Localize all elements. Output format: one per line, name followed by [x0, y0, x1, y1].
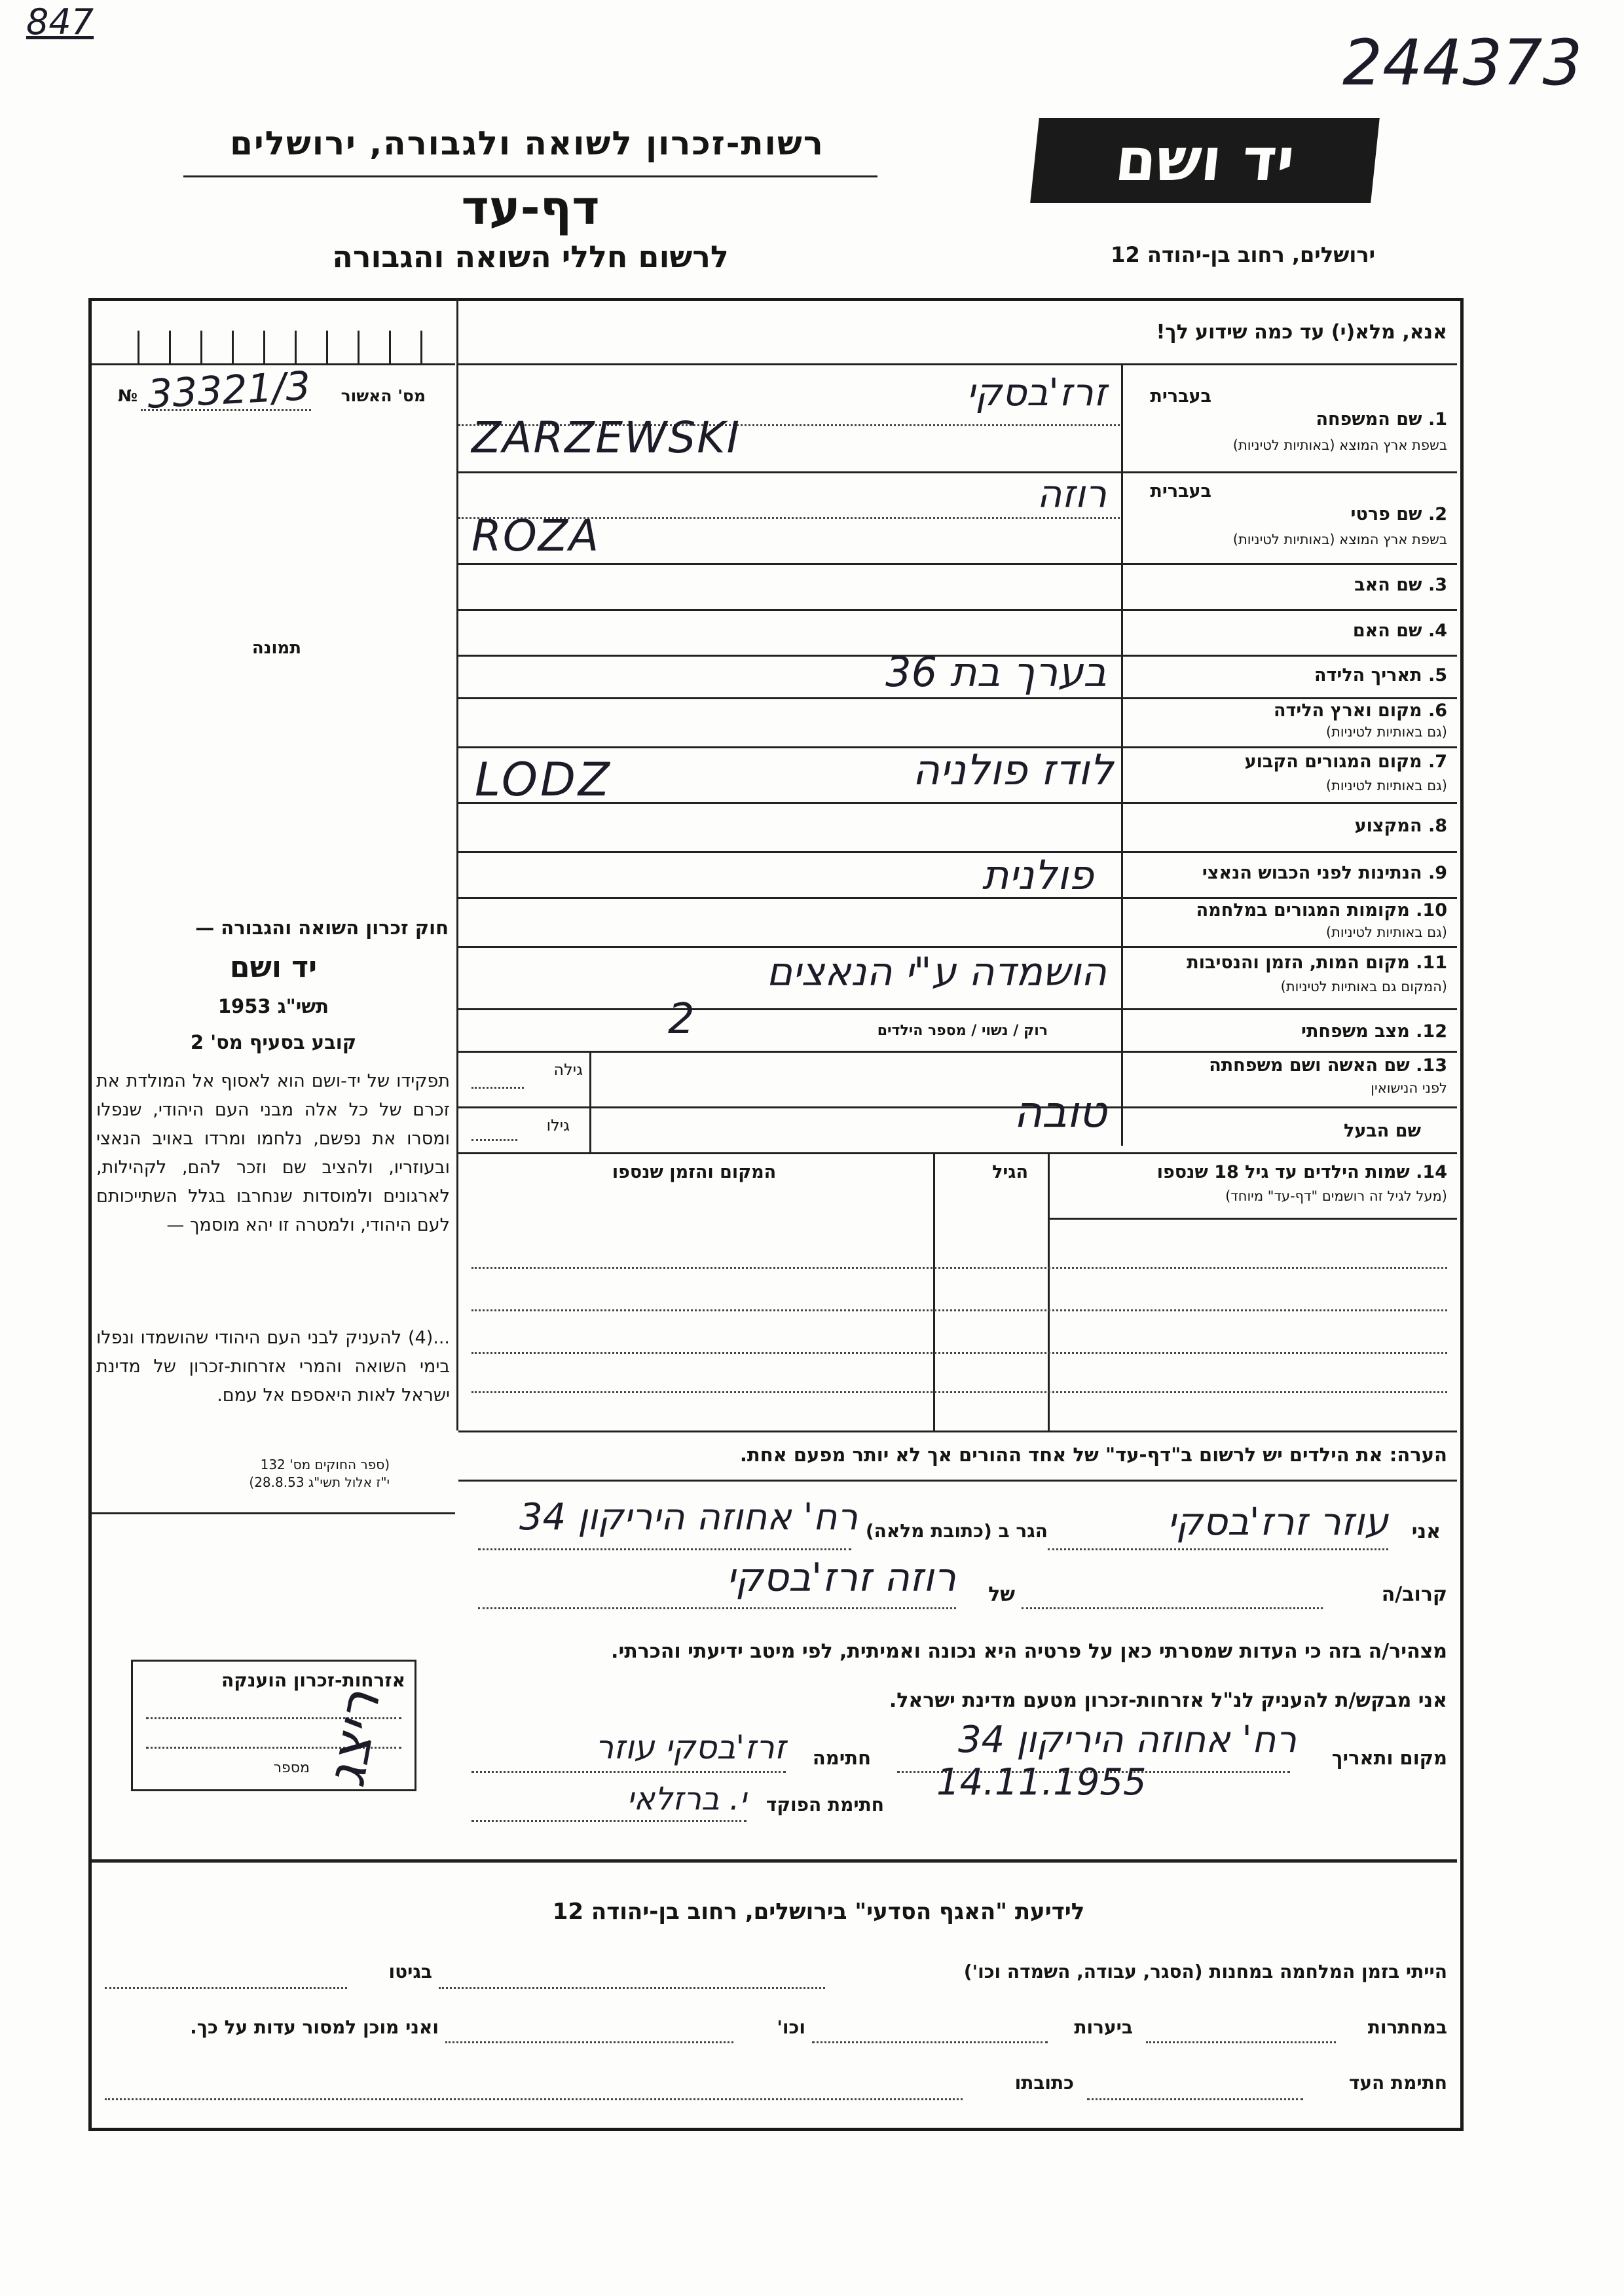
institution-underline [183, 175, 877, 177]
place-date-1: רח' אחוזה היריקון 34 [958, 1719, 1297, 1761]
law-body-2: ...(4) להעניק לבני העם היהודי שהושמדו ונפלו בימי השואה והמרי אזרחות-זכרון של מדינת ישראל לאות היאספם אל עמם. [96, 1328, 450, 1406]
hebrew-label-2: בעברית [1150, 481, 1211, 501]
place-column-header: המקום והזמן שנספו [612, 1162, 777, 1182]
wife-age-label: גילה [553, 1061, 583, 1079]
footer-ghetto: בגיטו [388, 1961, 432, 1982]
child-row-1 [471, 1267, 1447, 1269]
husband-age-label: גילו [546, 1116, 570, 1135]
footer-underground-line [1146, 2041, 1336, 2043]
citizenship: פולנית [982, 851, 1094, 899]
declarant-prefix: אני [1411, 1520, 1441, 1543]
surname-hebrew: זרז'בסקי [966, 370, 1107, 414]
row-sep-14 [458, 1152, 1457, 1154]
children-col-2 [933, 1152, 935, 1430]
field-8-label: 8. המקצוע [1354, 816, 1447, 836]
footer-line-1: הייתי בזמן המלחמה במחנות (הסגר, עבודה, השמדה וכו') [963, 1961, 1447, 1982]
law-date: י"ז אלול תשי"ג 28.8.53) [249, 1474, 390, 1490]
declarant-signature: זרז'בסקי עוזר [595, 1728, 786, 1766]
header-address: ירושלים, רחוב בן-יהודה 12 [1111, 242, 1375, 267]
firstname-hebrew: רוזה [1037, 471, 1107, 516]
footer-etc: וכו' [777, 2016, 805, 2038]
field-1-note: בשפת ארץ המוצא (באותיות לטיניות) [1232, 437, 1447, 453]
law-title: חוק זכרון השואה והגבורה — [195, 917, 449, 939]
remark-line [458, 1480, 1457, 1482]
relative-label: קרוב/ה [1381, 1583, 1447, 1606]
field-10-note: (גם באותיות לטיניות) [1325, 924, 1447, 940]
footer-forests: ביערות [1074, 2016, 1133, 2038]
field-2-note: בשפת ארץ המוצא (באותיות לטיניות) [1232, 532, 1447, 547]
receipt-number: 33321/3 [146, 363, 312, 418]
footer-title: לידיעת "האגף הסדעי" בירושלים, רחוב בן-יהודה 12 [552, 1899, 1085, 1925]
officer-label: חתימת הפוקד [766, 1794, 884, 1815]
footer-camps-line [439, 1987, 825, 1989]
signature-label: חתימה [812, 1747, 871, 1769]
receipt-label: מס' האשור [341, 386, 426, 405]
row-sep-5 [458, 697, 1457, 699]
relative-line [1022, 1607, 1323, 1609]
corner-mark: 847 [26, 1, 94, 43]
age-column-header: הגיל [992, 1162, 1028, 1182]
footer-testimony: ואני מוכן למסור עדות על כך. [190, 2016, 439, 2038]
row-sep-10 [458, 946, 1457, 948]
row-sep-11 [458, 1008, 1457, 1010]
children-header-line [1048, 1218, 1457, 1220]
footer-divider [92, 1859, 1457, 1863]
child-row-3 [471, 1352, 1447, 1354]
field-12-label: 12. מצב משפחתי [1301, 1021, 1447, 1042]
margin-signature: ריצג [314, 1686, 393, 1792]
left-column-divider [456, 298, 458, 1430]
death-place: הושמדה ע"י הנאצים [766, 949, 1107, 995]
field-1-label: 1. שם המשפחה [1316, 409, 1447, 429]
relative-name-line [478, 1607, 956, 1609]
children-bottom-line [458, 1430, 1457, 1432]
field-2-label: 2. שם פרטי [1350, 504, 1447, 524]
children-label: 14. שמות הילדים עד גיל 18 שנספו [1156, 1162, 1447, 1182]
place-date-label: מקום ותאריך [1331, 1747, 1447, 1769]
yad-vashem-logo: יד ושם [1030, 118, 1380, 203]
relative-name: רוזה זרז'בסקי [726, 1555, 956, 1601]
law-year: תשי"ג 1953 [217, 995, 329, 1017]
birth-date: בערך בת 36 [885, 648, 1107, 696]
footer-witness-line [1087, 2098, 1303, 2100]
footer-underground: במחתרות [1367, 2016, 1447, 2038]
residence-hebrew: לודז פולניה [912, 746, 1113, 795]
children-note: (מעל לגיל זה רושמים "דף-עד" מיוחד) [1225, 1188, 1447, 1204]
form-subtitle: לרשום חללי השואה והגבורה [332, 239, 729, 274]
stamp-title: אזרחות-זכרון הוענקה [221, 1669, 405, 1691]
field-6-label: 6. מקום וארץ הלידה [1273, 701, 1447, 721]
address-line [478, 1548, 851, 1550]
officer-line [471, 1820, 747, 1822]
law-source: (ספר החוקים מס' 132 [260, 1457, 390, 1472]
footer-forests-line [812, 2041, 1048, 2043]
intro-underline [458, 363, 1457, 365]
field-5-label: 5. תאריך הלידה [1314, 665, 1447, 685]
child-row-2 [471, 1309, 1447, 1311]
declarant-line [1048, 1548, 1388, 1550]
law-clause: קובע בסעיף מס' 2 [190, 1031, 357, 1053]
form-title: דף-עד [461, 180, 600, 235]
row-sep-2 [458, 563, 1457, 565]
field-11-label: 11. מקום המות, הזמן והנסיבות [1187, 953, 1447, 973]
resides-label: הגר ב (כתובת מלאה) [865, 1520, 1048, 1542]
law-logo: יד ושם [229, 951, 318, 984]
child-row-4 [471, 1391, 1447, 1393]
law-body: תפקידו של יד-ושם הוא לאסוף אל המולדת את זכרם של כל אלה מבני העם היהודי, שנפלו ומסרו את נפשם, נלחמו ומרדו באויב הנאצי ובעוזריו, ולהציב שם וזכר להם, לקהילות, לארגונים ולמוסדות שנחרבו בגלל השתייכותם לעם היהודי, ולמטרה זו יהא מוסמך — [96, 1071, 450, 1235]
residence-latin: LODZ [475, 753, 612, 807]
field-11-note: (המקום גם באותיות לטיניות) [1280, 979, 1447, 994]
footer-witness-signature: חתימת העד [1348, 2072, 1447, 2094]
wife-age-line [471, 1087, 524, 1089]
children-count: 2 [668, 995, 695, 1044]
spouse-name: טובה [1013, 1087, 1107, 1137]
institution-name: רשות-זכרון לשואה ולגבורה, ירושלים [230, 124, 824, 162]
children-col-1 [1048, 1152, 1050, 1430]
field-9-label: 9. הנתינות לפני הכבוש הנאצי [1202, 863, 1447, 883]
husband-age-line [471, 1139, 517, 1141]
age-col-divider [589, 1051, 591, 1152]
archive-number: 244373 [1342, 26, 1583, 100]
of-label: של [988, 1583, 1015, 1606]
field-3-label: 3. שם האב [1354, 575, 1447, 595]
remark: הערה: את הילדים יש לרשום ב"דף-עד" של אחד ההורים אך לא יותר מפעם אחת. [739, 1444, 1447, 1466]
tick-row [92, 331, 455, 365]
declaration-text: מצהיר/ה בזה כי העדות שמסרתי כאן על פרטיה היא נכונה ואמיתית, לפי מיטב ידיעתי והכרתי. [611, 1640, 1447, 1663]
marital-options: רוק / נשוי / מספר הילדים [877, 1023, 1048, 1039]
label-column-divider [1121, 363, 1123, 1146]
hebrew-label-1: בעברית [1150, 386, 1211, 407]
law-box-border [92, 910, 455, 1514]
receipt-sign: № [117, 386, 138, 405]
surname-latin: ZARZEWSKI [471, 412, 741, 463]
form-intro: אנא, מלא(י) עד כמה שידוע לך! [1156, 321, 1447, 344]
field-7-label: 7. מקום המגורים הקבוע [1244, 752, 1447, 772]
place-date-2: 14.11.1955 [936, 1761, 1147, 1804]
field-7-note: (גם באותיות לטיניות) [1325, 778, 1447, 793]
footer-address-line [105, 2098, 963, 2100]
firstname-latin: ROZA [471, 511, 600, 561]
signature-line [471, 1771, 786, 1773]
field-6-note: (גם באותיות לטיניות) [1325, 724, 1447, 740]
row-sep-12 [458, 1051, 1457, 1053]
field-4-label: 4. שם האם [1352, 621, 1447, 641]
footer-etc-line [445, 2041, 733, 2043]
husband-label: שם הבעל [1343, 1121, 1421, 1141]
stamp-number-label: מספר [273, 1760, 310, 1776]
footer-ghetto-line [105, 1987, 347, 1989]
declarant-address: רח' אחוזה היריקון 34 [519, 1496, 858, 1539]
declarant-name: עוזר זרז'בסקי [1167, 1499, 1388, 1544]
row-sep-3 [458, 609, 1457, 611]
photo-label: תמונה [251, 638, 301, 658]
officer-signature: י. ברזלאי [627, 1781, 747, 1817]
field-10-label: 10. מקומות המגורים במלחמה [1196, 900, 1447, 920]
field-13-label: 13. שם האשה ושם משפחתה [1209, 1055, 1447, 1076]
field-13-note: לפני הנישואין [1371, 1080, 1447, 1096]
request-text: אני מבקש/ת להעניק לנ"ל אזרחות-זכרון מטעם מדינת ישראל. [889, 1689, 1447, 1712]
footer-address: כתובתו [1014, 2072, 1074, 2094]
